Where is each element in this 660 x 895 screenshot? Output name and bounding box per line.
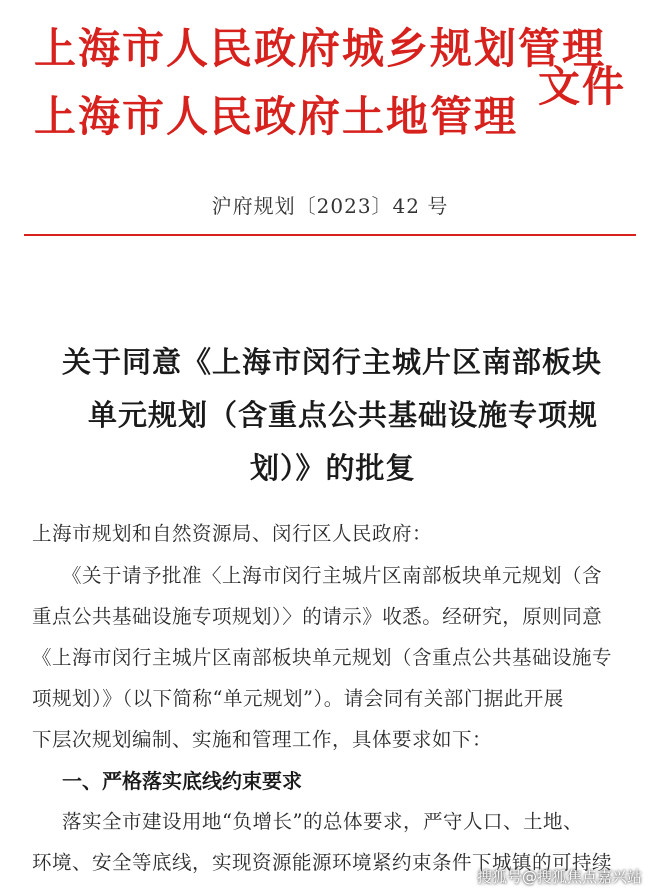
document-header — [0, 0, 660, 230]
issuer-line-1: 上海市人民政府城乡规划管理 — [34, 24, 607, 73]
body-line-2: 《关于请予批准〈上海市闵行主城片区南部板块单元规划（含 — [62, 564, 603, 587]
body-line-8: 环境、安全等底线，实现资源能源环境紧约束条件下城镇的可持续 — [32, 851, 613, 874]
header-divider — [24, 234, 636, 236]
document-type-label: 文件 — [538, 62, 627, 111]
body-line-6: 下层次规划编制、实施和管理工作，具体要求如下： — [32, 728, 493, 751]
title-line-1: 关于同意《上海市闵行主城片区南部板块 — [62, 345, 603, 379]
title-line-3: 划）》的批复 — [250, 451, 416, 485]
body-line-4: 《上海市闵行主城片区南部板块单元规划（含重点公共基础设施专 — [32, 646, 613, 669]
title-line-2: 单元规划（含重点公共基础设施专项规 — [88, 398, 599, 432]
addressee: 上海市规划和自然资源局、闵行区人民政府： — [32, 522, 433, 545]
body-line-7: 落实全市建设用地“负增长”的总体要求，严守人口、土地、 — [62, 810, 583, 833]
body-line-5: 项规划）》（以下简称“单元规划”）。请会同有关部门据此开展 — [32, 687, 564, 710]
issuer-line-2: 上海市人民政府土地管理 — [34, 92, 519, 141]
body-line-3: 重点公共基础设施专项规划）〉的请示》收悉。经研究，原则同意 — [32, 605, 603, 628]
document-number: 沪府规划〔2023〕42 号 — [211, 194, 449, 218]
section-heading-1: 一、严格落实底线约束要求 — [62, 769, 302, 793]
source-watermark: 搜狐号@搜狐焦点嘉兴站 — [476, 868, 642, 886]
